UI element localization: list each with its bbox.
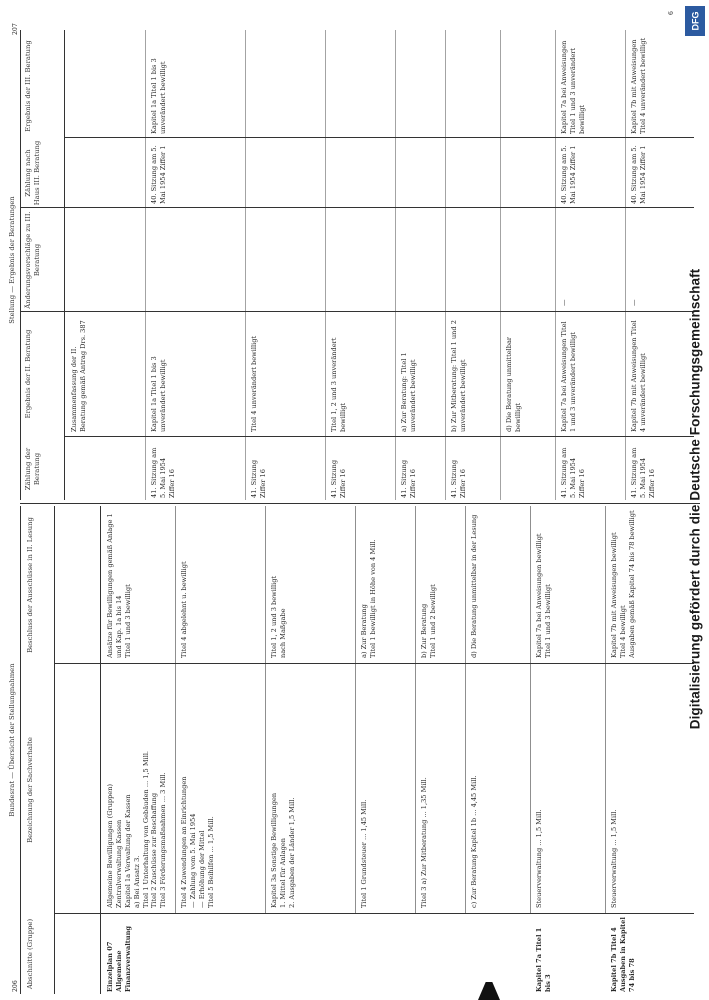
right-row-result2: Kapitel 1a Titel 1 bis 3 unverändert bewilligt: [150, 356, 167, 432]
row-separator: [500, 30, 501, 500]
right-row-result2: Kapitel 7b mit Anweisungen Titel 4 unverändert bewilligt: [630, 320, 647, 432]
dfg-banner-text: Digitalisierung gefördert durch die Deutsche Forschungsgemeinschaft: [687, 268, 703, 730]
page-number-left: 206: [12, 980, 19, 992]
right-row-count3: 40. Sitzung am 5. Mai 1954 Ziffer 1: [560, 145, 577, 204]
right-col-count-header: Zählung der Beratung: [24, 447, 42, 491]
center-divider: [20, 503, 700, 504]
right-col-count3-header: Zählung nach Haus III. Beratung: [24, 140, 42, 206]
rule: [20, 207, 694, 208]
rule: [20, 30, 21, 500]
footer-mark: 6: [668, 11, 675, 15]
left-row-decision: Kapitel 7b mit Anweisungen bewilligt Titel 4 bewilligt Ausgaben gemäß Kapitel 74 bis 78 bewilligt: [610, 510, 636, 658]
right-row-proposal: —: [560, 299, 568, 306]
left-row-group: Kapitel 7a Titel 1 bis 3: [535, 927, 552, 992]
left-row-text: Titel 3 a) Zur Mitberatung ... 1,35 Mill.: [420, 777, 428, 908]
left-row-decision: Titel 4 abgelehnt u. bewilligt: [180, 561, 188, 658]
right-row-result2: a) Zur Beratung: Titel 1 unverändert bewilligt: [400, 352, 417, 432]
right-row-count: 41. Sitzung am 5. Mai 1954 Ziffer 16: [630, 447, 656, 498]
right-row-result2: Kapitel 7a bei Anweisungen Titel 1 und 3 unverändert bewilligt: [560, 321, 577, 432]
row-separator: [445, 30, 446, 500]
right-row-result2: Titel 4 unverändert bewilligt: [250, 335, 258, 432]
rule: [100, 506, 101, 994]
left-row-text: Steuerverwaltung ... 1,5 Mill.: [535, 809, 543, 908]
left-col-group-header: Abschnitte (Gruppe): [26, 918, 34, 990]
rule: [64, 30, 65, 500]
row-separator: [175, 506, 176, 914]
right-row-count: 41. Sitzung am 5. Mai 1954 Ziffer 16: [150, 447, 176, 498]
row-separator: [415, 506, 416, 914]
right-row-result3: Kapitel 1a Titel 1 bis 3 unverändert bewilligt: [150, 58, 167, 134]
right-row-result2: b) Zur Mitberatung: Titel 1 und 2 unverändert bewilligt: [450, 320, 467, 432]
right-row-result3: Kapitel 7b mit Anweisungen Titel 4 unverändert bewilligt: [630, 37, 647, 134]
right-row-count3: 40. Sitzung am 5. Mai 1954 Ziffer 1: [630, 145, 647, 204]
row-separator: [530, 506, 531, 914]
row-separator: [625, 30, 626, 500]
dfg-banner: [684, 6, 706, 992]
left-col-items-header: Bezeichnung der Sachverhalte: [26, 737, 34, 843]
row-separator: [465, 506, 466, 914]
left-header-title: Bundesrat — Übersicht der Stellungnahmen: [8, 663, 16, 817]
row-separator: [145, 30, 146, 500]
page-number-right: 207: [12, 23, 19, 35]
left-row-group: Kapitel 7b Titel 4 Ausgaben in Kapitel 74 bis 78: [610, 917, 636, 992]
right-row-result2: Titel 1, 2 und 3 unverändert bewilligt: [330, 337, 347, 432]
left-row-text: Titel 4 Zuwendungen an Einrichtungen — Zahlung vom 5. Mai 1954 — Erhöhung der Mittel Titel 5 Beihilfen ... 1,5 Mill.: [180, 776, 215, 908]
rule: [20, 311, 694, 312]
row-separator: [605, 506, 606, 914]
rule: [54, 913, 694, 914]
left-row-decision: b) Zur Beratung Titel 1 und 2 bewilligt: [420, 584, 437, 658]
rule: [54, 506, 55, 994]
left-row-group: Einzelplan 07 Allgemeine Finanzverwaltung: [106, 926, 132, 992]
left-row-text: Titel 1 Grundsteuer ... 1,45 Mill.: [360, 799, 368, 908]
row-separator: [325, 30, 326, 500]
rule: [20, 506, 21, 994]
row-separator: [555, 30, 556, 500]
left-row-text: Kapitel 3a Sonstige Bewilligungen 1. Mittel für Anlagen 2. Ausgaben der Länder 1,5 Mill.: [270, 792, 296, 908]
left-row-text: Steuerverwaltung ... 1,5 Mill.: [610, 809, 618, 908]
left-row-decision: a) Zur Beratung Titel 1 bewilligt in Höhe von 4 Mill.: [360, 539, 377, 658]
right-row-proposal: —: [630, 299, 638, 306]
left-row-decision: Titel 1, 2 und 3 bewilligt nach Maßgabe: [270, 575, 287, 658]
right-row-result2: Zusammenfassung der II. Beratung gemäß Antrag Drs. 387: [70, 320, 87, 432]
right-row-result3: Kapitel 7a bei Anweisungen Titel 1 und 3 unverändert bewilligt: [560, 40, 586, 134]
left-row-decision: Kapitel 7a bei Anweisungen bewilligt Titel 1 und 3 bewilligt: [535, 533, 552, 658]
right-row-count: 41. Sitzung Ziffer 16: [250, 459, 267, 498]
row-separator: [245, 30, 246, 500]
row-separator: [395, 30, 396, 500]
row-separator: [265, 506, 266, 914]
left-row-text: c) Zur Beratung Kapitel 1b ... 4,45 Mill.: [470, 775, 478, 908]
dfg-logo-icon: [685, 6, 705, 36]
right-row-count: 41. Sitzung Ziffer 16: [330, 459, 347, 498]
left-col-decision-header: Beschluss der Ausschüsse in II. Lesung: [26, 517, 34, 653]
rule: [64, 436, 694, 437]
rule: [64, 137, 694, 138]
rule: [54, 663, 694, 664]
right-row-count3: 40. Sitzung am 5. Mai 1954 Ziffer 1: [150, 145, 167, 204]
left-row-decision: Ansätze für Bewilligungen gemäß Anlage 1 und Kap. 1a bis 14 Titel 1 und 3 bewilligt: [106, 513, 132, 658]
right-row-count: 41. Sitzung Ziffer 16: [450, 459, 467, 498]
right-col-result2-header: Ergebnis der II. Beratung: [24, 329, 32, 419]
dfg-logo-text: DFG: [690, 11, 700, 31]
right-row-result2: d) Die Beratung unmittelbar bewilligt: [505, 336, 522, 432]
right-col-result3-header: Ergebnis der III. Beratung: [24, 40, 32, 132]
right-col-proposal-header: Änderungsvorschläge zu III. Beratung: [24, 211, 42, 309]
right-header-title: Stellung — Ergebnis der Beratungen: [8, 196, 16, 324]
left-row-decision: d) Die Beratung unmittelbar in der Lesung: [470, 514, 478, 658]
left-row-text: Allgemeine Bewilligungen (Gruppen) Zentralverwaltung Kassen Kapitel 1a Verwaltung der Kassen a) Bei Ansatz 3. Titel 1 Unterhaltung von Gebäuden ... 1,5 Mill. Titel 2 Zuschüsse zur Beschaffung Titel 3 Förderungsmaßnahmen ... 3 Mill.: [106, 750, 168, 908]
scan-smudge: [478, 982, 500, 1000]
row-separator: [355, 506, 356, 914]
right-row-count: 41. Sitzung am 5. Mai 1954 Ziffer 16: [560, 447, 586, 498]
right-row-count: 41. Sitzung Ziffer 16: [400, 459, 417, 498]
